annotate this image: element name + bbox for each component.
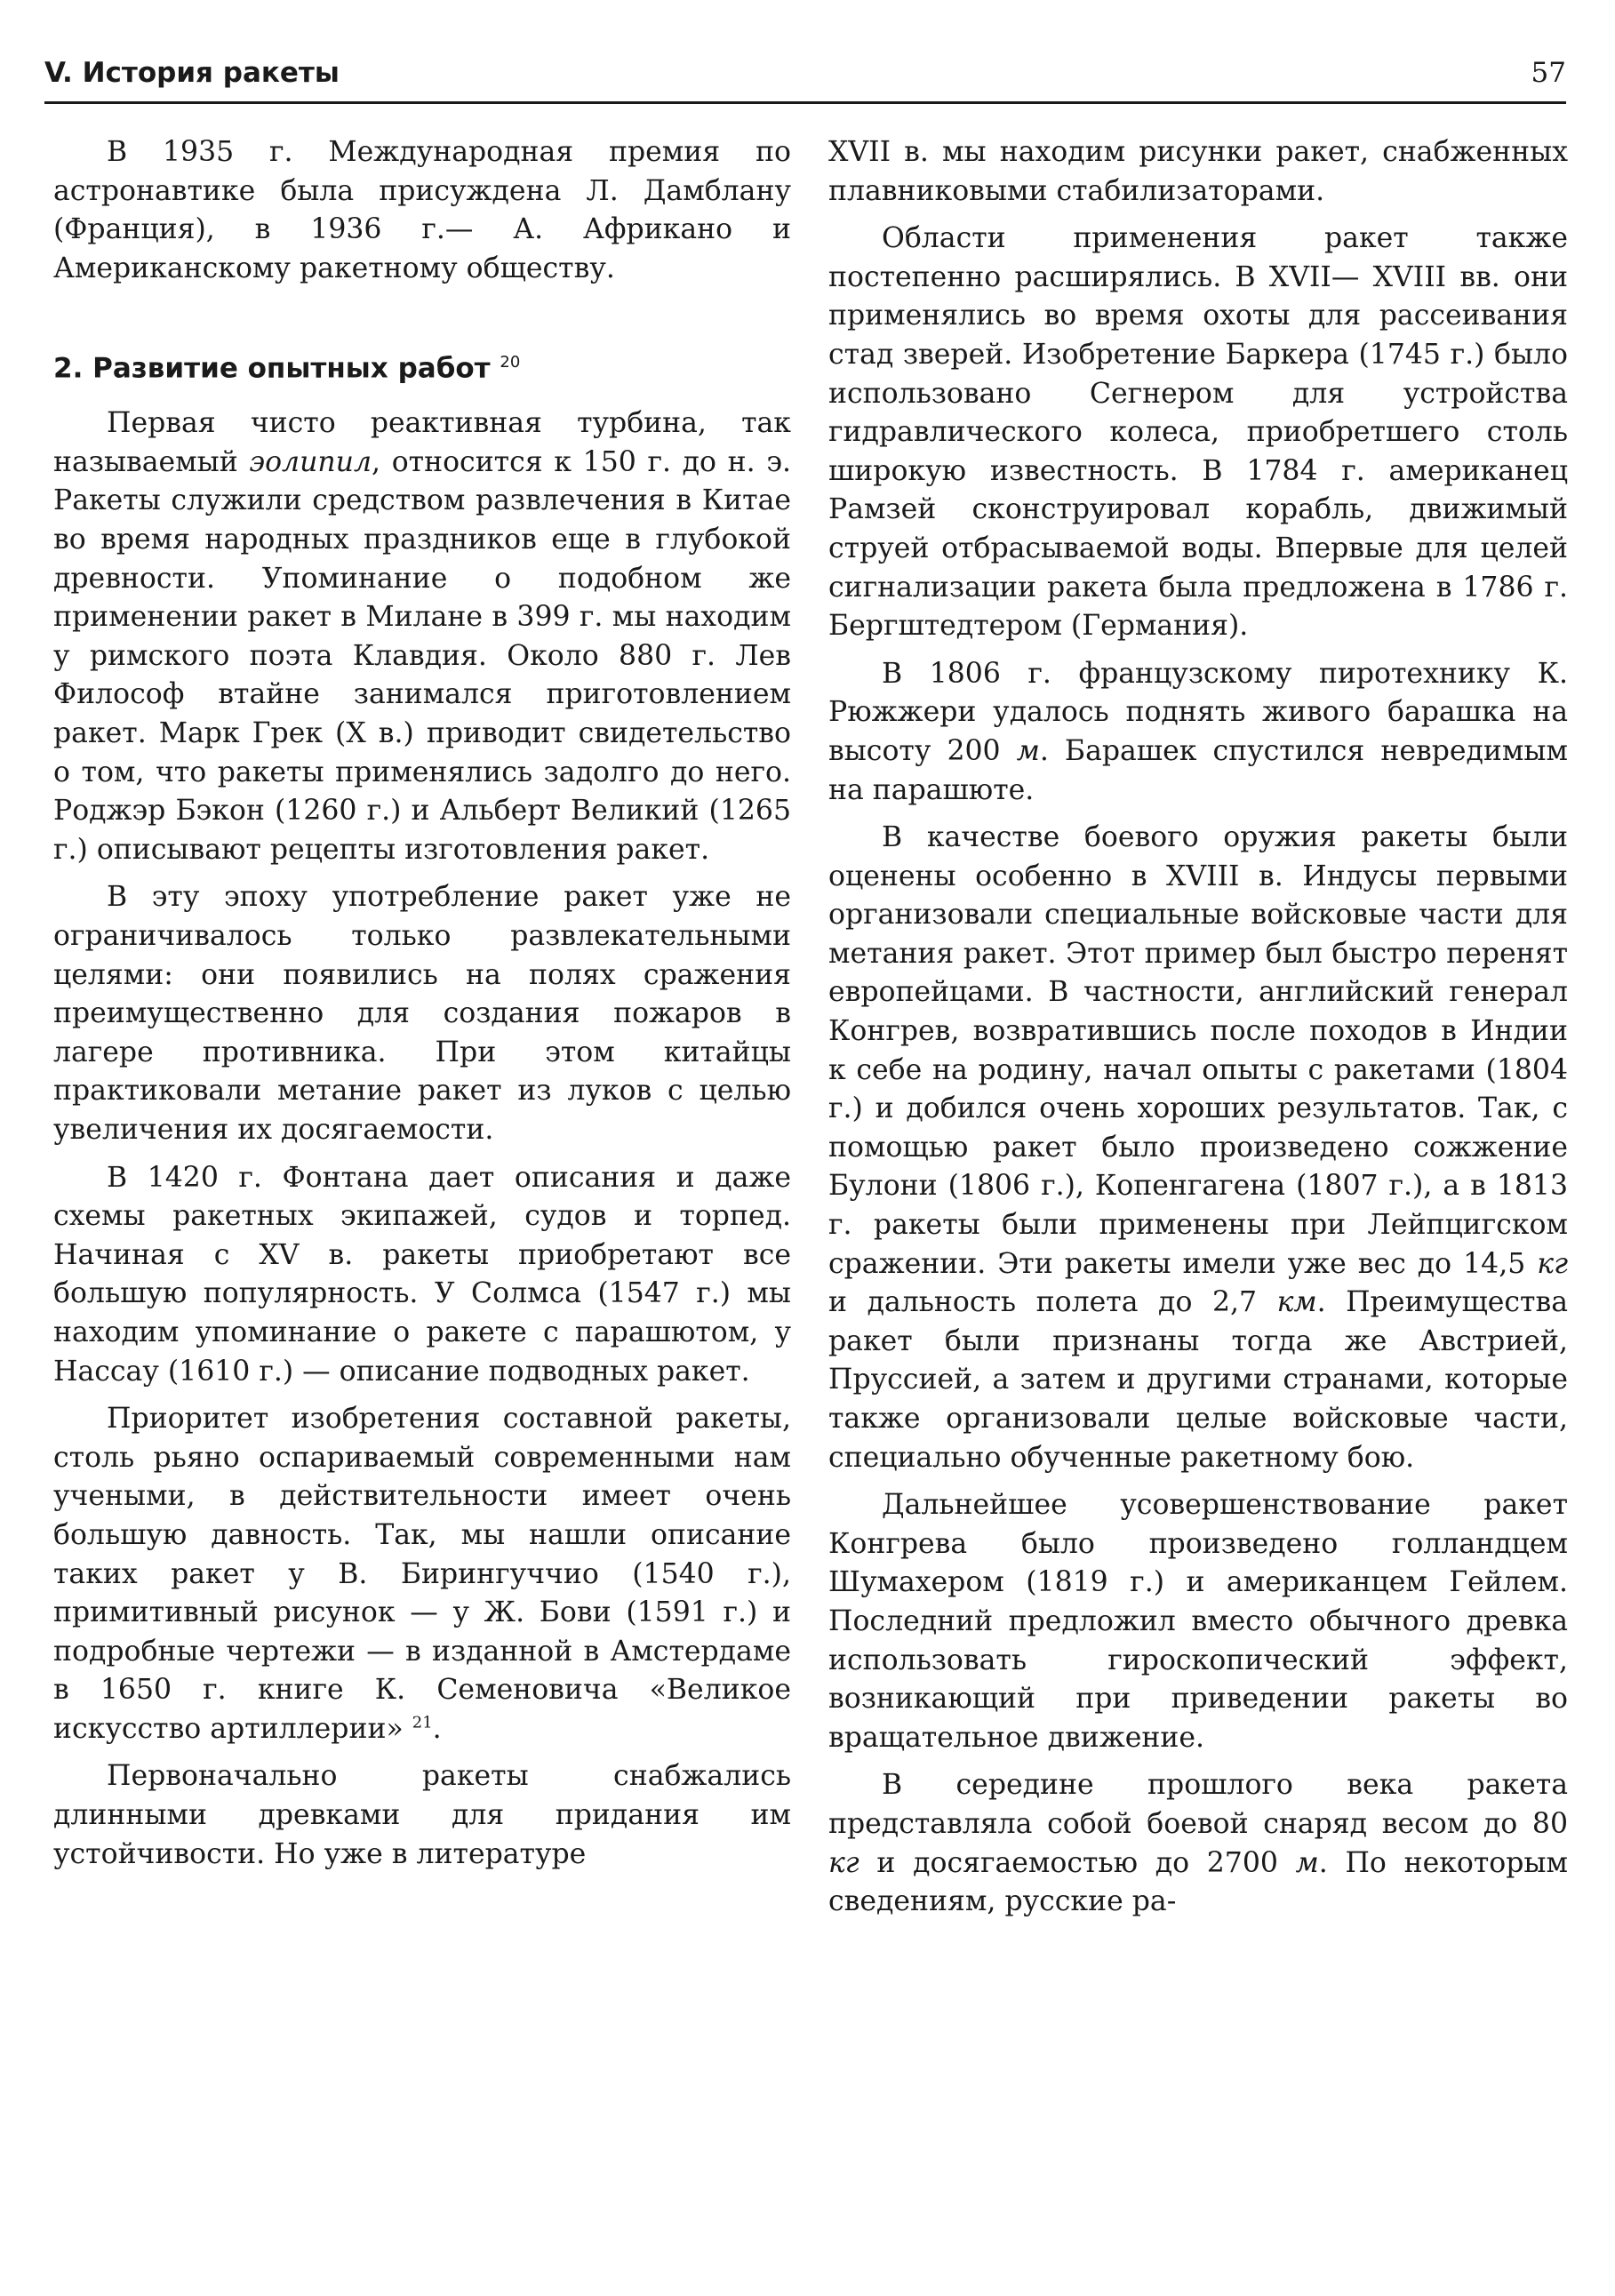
section-heading (53, 343, 791, 388)
footnote-ref: 21 (412, 1713, 433, 1732)
running-header (44, 55, 1566, 104)
term-italic: эолипил (249, 445, 372, 478)
text-run: В 1806 г. французскому пиротехнику К. Рюжжери удалось поднять живого барашка на высоту 200 (828, 657, 1568, 767)
left-column (53, 133, 791, 1883)
paragraph: В 1420 г. Фонтана дает описания и даже схемы ракетных экипажей, судов и торпед. Начиная с XV в. ракеты приобретают все большую популярность. У Солмса (1547 г.) мы находим упоминание о ракете с парашютом, у Нассау (1610 г.) — описание подводных ракет. (53, 1161, 791, 1388)
text-run: . Барашек спустился невредимым на парашюте. (828, 734, 1568, 806)
page-number: 57 (1531, 57, 1566, 89)
footnote-ref: 20 (500, 353, 521, 372)
text-run: . По некоторым сведениям, русские ра- (828, 1846, 1568, 1918)
right-column (828, 133, 1568, 1931)
text-run: Приоритет изобретения составной ракеты, столь рьяно оспариваемый современными нам учеными, в действительности имеет очень большую давность. Так, мы нашли описание таких ракет у В. Бирингуччио (1540 г.), примитивный рисунок — у Ж. Бови (1591 г.) и подробные чертежи — в изданной в Амстердаме в 1650 г. книге К. Семеновича «Великое искусство артиллерии» (53, 1403, 791, 1745)
paragraph (53, 1400, 791, 1748)
paragraph (828, 819, 1568, 1477)
unit-italic: кг (828, 1846, 859, 1879)
text-run: и досягаемостью до 2700 (859, 1846, 1296, 1879)
paragraph: Дальнейшее усовершенствование ракет Конгрева было произведено голландцем Шумахером (1819 г.) и американцем Гейлем. Последний предложил вместо обычного древка использовать гироскопический эффект, возникающий при приведении ракеты во вращательное движение. (828, 1489, 1568, 1754)
text-run: . Преимущества ракет были признаны тогда же Австрией, Пруссией, а затем и другими странами, которые также организовали целые войсковые части, специально обученные ракетному бою. (828, 1286, 1568, 1474)
text-run: Первая чисто реактивная турбина, так называемый (53, 407, 791, 478)
text-run: и дальность полета до 2,7 (828, 1286, 1277, 1319)
paragraph: В эту эпоху употребление ракет уже не ограничивалось только развлекательными целями: они появились на полях сражения преимущественно для создания пожаров в лагере противника. При этом китайцы практиковали метание ракет из луков с целью увеличения их досягаемости. (53, 881, 791, 1146)
text-run: В качестве боевого оружия ракеты были оценены особенно в XVIII в. Индусы первыми организовали специальные войсковые части для метания ракет. Этот пример был быстро перенят европейцами. В частности, английский генерал Конгрев, возвратившись после походов в Индии к себе на родину, начал опыты с ракетами (1804 г.) и добился очень хороших результатов. Так, с помощью ракет было произведено сожжение Булони (1806 г.), Копенгагена (1807 г.), а в 1813 г. ракеты были применены при Лейпцигском сражении. Эти ракеты имели уже вес до 14,5 (828, 821, 1568, 1280)
section-title: 2. Развитие опытных работ (53, 352, 491, 385)
unit-italic: кг (1537, 1247, 1568, 1280)
unit-italic: м (1016, 734, 1040, 767)
text-run: . (432, 1712, 442, 1745)
paragraph (53, 404, 791, 869)
text-run: , относится к 150 г. до н. э. Ракеты служили средством развлечения в Китае во время народных праздников еще в глубокой древности. Упоминание о подобном же применении ракет в Милане в 399 г. мы находим у римского поэта Клавдия. Около 880 г. Лев Философ втайне занимался приготовлением ракет. Марк Грек (X в.) приводит свидетельство о том, что ракеты применялись задолго до него. Роджэр Бэкон (1260 г.) и Альберт Великий (1265 г.) описывают рецепты изготовления ракет. (53, 445, 791, 866)
paragraph: В 1935 г. Международная премия по астронавтике была присуждена Л. Дамблану (Франция), в 1936 г.— А. Африкано и Американскому ракетному обществу. (53, 136, 791, 284)
unit-italic: км (1276, 1286, 1317, 1319)
paragraph (828, 655, 1568, 810)
paragraph: Первоначально ракеты снабжались длинными древками для придания им устойчивости. Но уже в литературе (53, 1760, 791, 1870)
paragraph (828, 1766, 1568, 1921)
paragraph: XVII в. мы находим рисунки ракет, снабженных плавниковыми стабилизаторами. (828, 136, 1568, 207)
paragraph: Области применения ракет также постепенно расширялись. В XVII— XVIII вв. они применялись во время охоты для рассеивания стад зверей. Изобретение Баркера (1745 г.) было использовано Сегнером для устройства гидравлического колеса, приобретшего столь широкую известность. В 1784 г. американец Рамзей сконструировал корабль, движимый струей отбрасываемой воды. Впервые для целей сигнализации ракета была предложена в 1786 г. Бергштедтером (Германия). (828, 222, 1568, 643)
chapter-title: V. История ракеты (44, 57, 340, 89)
text-run: В середине прошлого века ракета представляла собой боевой снаряд весом до 80 (828, 1769, 1568, 1840)
unit-italic: м (1295, 1846, 1319, 1879)
